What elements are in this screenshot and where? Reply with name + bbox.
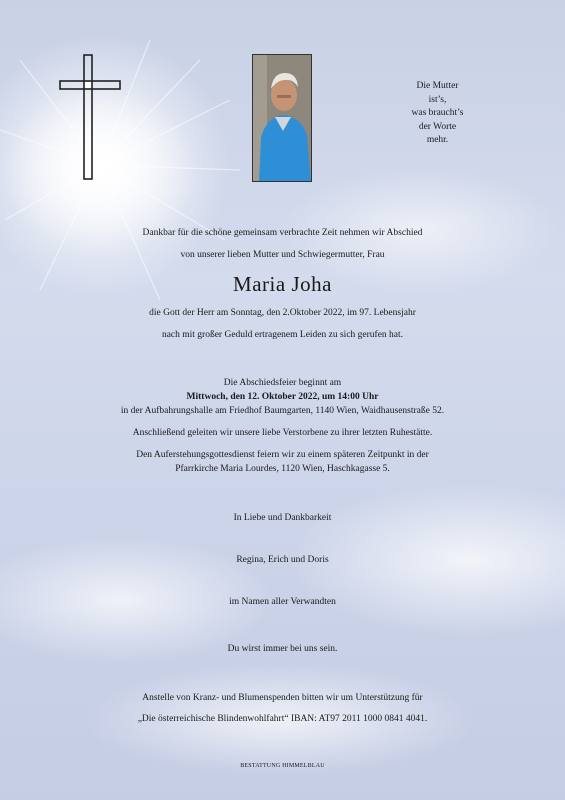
ceremony-location: in der Aufbahrungshalle am Friedhof Baumgarten, 1140 Wien, Waidhausenstraße 52.	[120, 406, 445, 416]
deceased-name: Maria Joha	[233, 272, 332, 296]
death-line-1: die Gott der Herr am Sonntag, den 2.Oktober 2022, im 97. Lebensjahr	[149, 308, 416, 318]
quote-line: was braucht’s	[411, 108, 464, 118]
ceremony-line-1: Die Abschiedsfeier beginnt am	[223, 378, 342, 388]
funeral-home-footer: BESTATTUNG HIMMELBLAU	[240, 763, 325, 769]
closing-relatives: im Namen aller Verwandten	[229, 597, 336, 607]
ceremony-burial: Anschließend geleiten wir unsere liebe Verstorbene zu ihrer letzten Ruhestätte.	[132, 428, 433, 438]
mass-line-2: Pfarrkirche Maria Lourdes, 1120 Wien, Haschkagasse 5.	[175, 464, 390, 474]
quote-line: mehr.	[426, 135, 449, 145]
intro-line-2: von unserer lieben Mutter und Schwiegermutter, Frau	[180, 250, 385, 260]
portrait-illustration	[253, 55, 312, 182]
quote-line: ist’s,	[428, 94, 447, 105]
donation-line-2: „Die österreichische Blindenwohlfahrt“ IBAN: AT97 2011 1000 0841 4041.	[137, 714, 428, 724]
mass-line-1: Den Auferstehungsgottesdienst feiern wir zu einem späteren Zeitpunkt in der	[136, 450, 429, 460]
intro-line-1: Dankbar für die schöne gemeinsam verbrachte Zeit nehmen wir Abschied	[142, 228, 423, 238]
quote-line: Die Mutter	[416, 81, 459, 91]
closing-family: Regina, Erich und Doris	[236, 555, 329, 565]
portrait-photo	[252, 54, 312, 182]
cross-icon	[58, 54, 122, 182]
quote-line: der Worte	[418, 121, 457, 132]
donation-line-1: Anstelle von Kranz- und Blumenspenden bitten wir um Unterstützung für	[142, 693, 423, 703]
closing-forever: Du wirst immer bei uns sein.	[227, 644, 338, 654]
quote-block	[400, 80, 475, 148]
ceremony-date: Mittwoch, den 12. Oktober 2022, um 14:00 Uhr	[186, 392, 379, 402]
closing-love: In Liebe und Dankbarkeit	[233, 513, 332, 523]
death-line-2: nach mit großer Geduld ertragenem Leiden zu sich gerufen hat.	[161, 330, 404, 340]
